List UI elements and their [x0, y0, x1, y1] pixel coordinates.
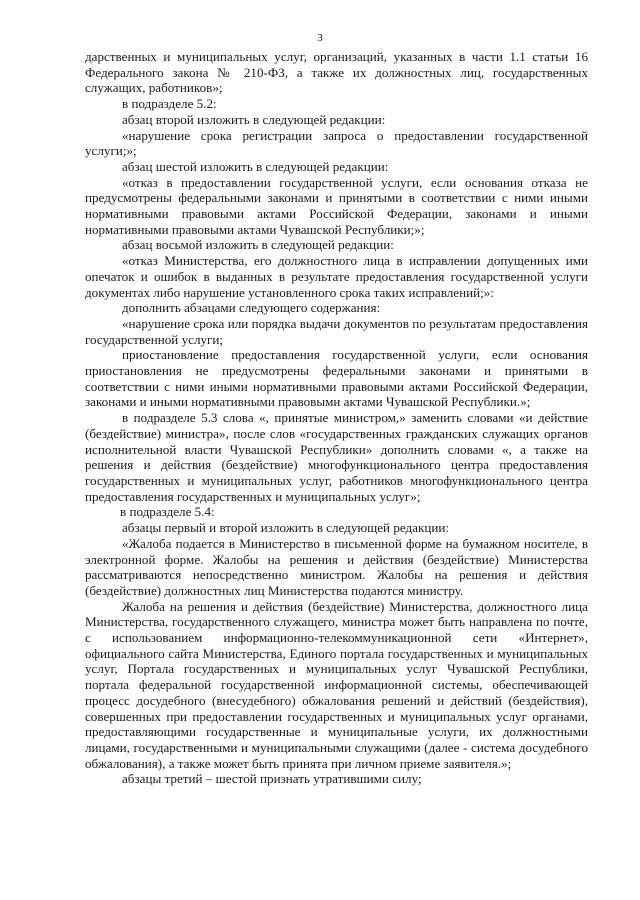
- body-text: [85, 49, 588, 787]
- paragraph: «нарушение срока или порядка выдачи документов по результатам предоставления государственной услуги;: [85, 315, 588, 347]
- paragraph: в подразделе 5.3 слова «, принятые министром,» заменить словами «и действие (бездействие) министра», после слов «государственных гражданских служащих органов исполнительной власти Чувашской Республики» дополнить словами «, а также на решения и действия (бездействие) многофункционального центра предоставления государственных и муниципальных услуг, работников многофункционального центра предоставления государственных и муниципальных услуг»;: [85, 410, 588, 504]
- paragraph: «отказ Министерства, его должностного лица в исправлении допущенных ими опечаток и ошибок в выданных в результате предоставления государственной услуги документах либо нарушение установленного срока таких исправлений;»:: [85, 253, 588, 300]
- paragraph: «нарушение срока регистрации запроса о предоставлении государственной услуги;»;: [85, 127, 588, 159]
- paragraph: Жалоба на решения и действия (бездействие) Министерства, должностного лица Министерства, государственного служащего, министра может быть направлена по почте, с использованием информационно-телекоммуникационной сети «Интернет», официального сайта Министерства, Единого портала государственных и муниципальных услуг, Портала государственных и муниципальных услуг Чувашской Республики, портала федеральной государственной информационной системы, обеспечивающей процесс досудебного (внесудебного) обжалования решений и действий (бездействия), совершенных при предоставлении государственных и муниципальных услуг органами, предоставляющими государственные и муниципальные услуги, их должностными лицами, государственными и муниципальными служащими (далее - система досудебного обжалования), а также может быть принята при личном приеме заявителя.»;: [85, 598, 588, 771]
- paragraph: абзацы третий – шестой признать утратившими силу;: [122, 771, 422, 787]
- paragraph: дарственных и муниципальных услуг, организаций, указанных в части 1.1 статьи 16 Федерального закона № 210-ФЗ, а также их должностных лиц, государственных служащих, работников»;: [85, 49, 588, 96]
- paragraph: в подразделе 5.2:: [122, 96, 217, 112]
- paragraph: абзацы первый и второй изложить в следующей редакции:: [122, 520, 450, 536]
- paragraph: «отказ в предоставлении государственной услуги, если основания отказа не предусмотрены федеральными законами и принятыми в соответствии с ними иными нормативными правовыми актами Российской Федерации, законами и иными нормативными правовыми актами Чувашской Республики;»;: [85, 174, 588, 237]
- paragraph: «Жалоба подается в Министерство в письменной форме на бумажном носителе, в электронной форме. Жалобы на решения и действия (бездействие) Министерства рассматриваются непосредственно министром. Жалобы на решения и действия (бездействие) должностных лиц Министерства подаются министру.: [85, 535, 588, 598]
- paragraph: приостановление предоставления государственной услуги, если основания приостановления не предусмотрены федеральными законами и принятыми в соответствии с ними иными нормативными правовыми актами Российской Федерации, законами и иными нормативными правовыми актами Чувашской Республики.»;: [85, 347, 588, 410]
- paragraph: в подразделе 5.4:: [120, 504, 215, 520]
- paragraph: абзац второй изложить в следующей редакции:: [122, 111, 386, 127]
- paragraph: абзац восьмой изложить в следующей редакции:: [122, 237, 394, 253]
- paragraph: дополнить абзацами следующего содержания:: [122, 300, 381, 316]
- paragraph: абзац шестой изложить в следующей редакции:: [122, 158, 389, 174]
- page-number: 3: [317, 32, 323, 44]
